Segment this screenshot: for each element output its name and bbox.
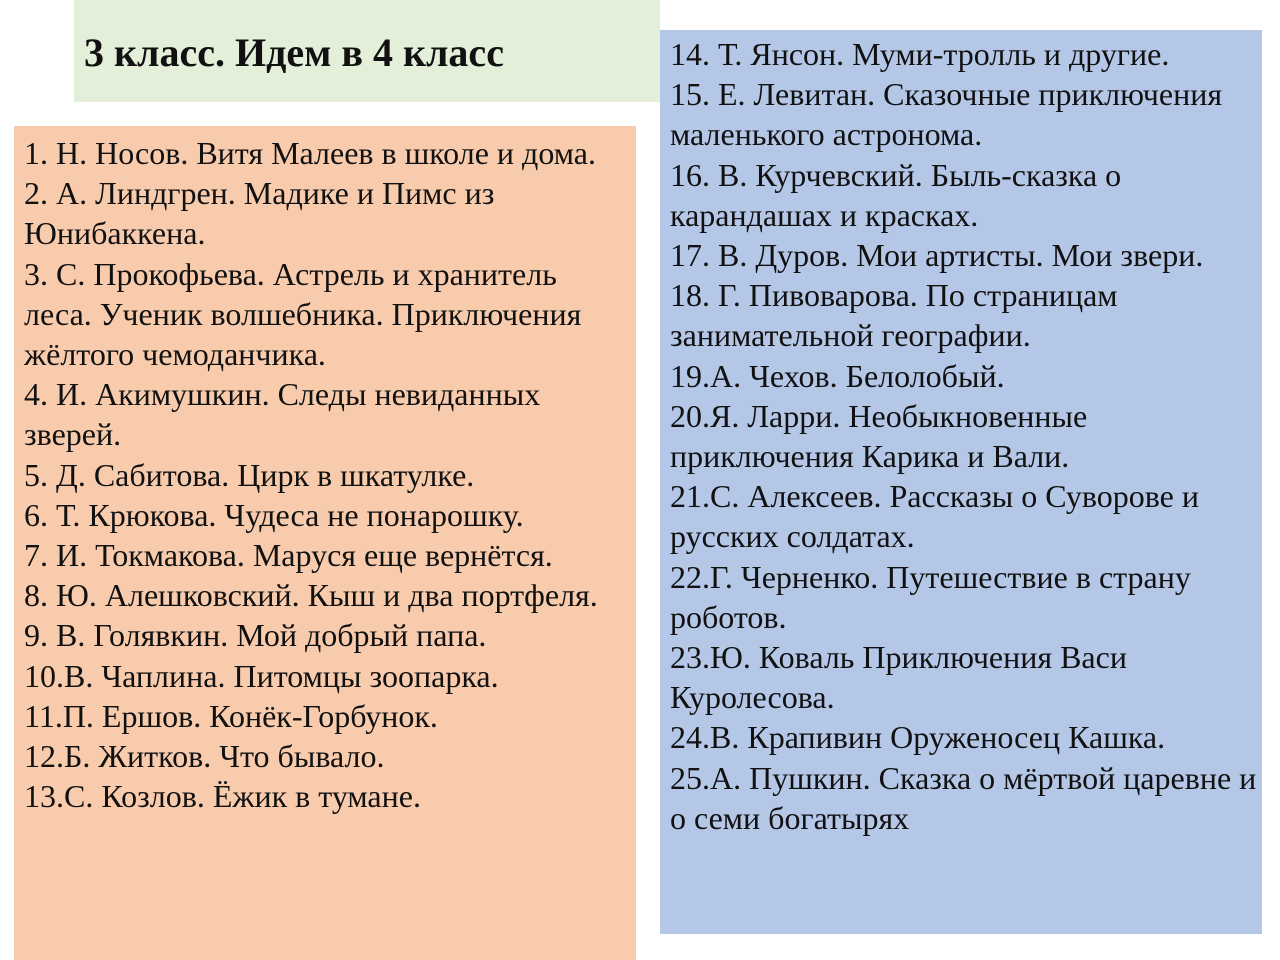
book-item: 19.А. Чехов. Белолобый. bbox=[670, 357, 1005, 394]
book-item: 18. Г. Пивоварова. По страницам занимательной географии. bbox=[670, 277, 1118, 354]
book-item: 1. Н. Носов. Витя Малеев в школе и дома. bbox=[24, 135, 596, 171]
title-box bbox=[74, 0, 660, 102]
book-item: 12.Б. Житков. Что бывало. bbox=[24, 738, 385, 775]
book-item: 2. А. Линдгрен. Мадике и Пимс из Юнибаккена. bbox=[24, 175, 495, 252]
book-item: 25.А. Пушкин. Сказка о мёртвой царевне и о семи богатырях bbox=[670, 759, 1257, 836]
book-item: 10.В. Чаплина. Питомцы зоопарка. bbox=[24, 657, 499, 694]
book-item: 7. И. Токмакова. Маруся еще вернётся. bbox=[24, 537, 553, 574]
book-item: 22.Г. Черненко. Путешествие в страну роботов. bbox=[670, 558, 1191, 635]
book-item: 21.С. Алексеев. Рассказы о Суворове и русских солдатах. bbox=[670, 478, 1199, 555]
left-book-list-box bbox=[14, 126, 636, 960]
book-item: 8. Ю. Алешковский. Кыш и два портфеля. bbox=[24, 577, 598, 614]
book-item: 9. В. Голявкин. Мой добрый папа. bbox=[24, 617, 487, 654]
book-item: 24.В. Крапивин Оруженосец Кашка. bbox=[670, 719, 1166, 756]
book-item: 15. Е. Левитан. Сказочные приключения маленького астронома. bbox=[670, 76, 1223, 153]
book-item: 5. Д. Сабитова. Цирк в шкатулке. bbox=[24, 456, 475, 493]
book-item: 11.П. Ершов. Конёк-Горбунок. bbox=[24, 697, 438, 734]
book-item: 3. С. Прокофьева. Астрель и хранитель леса. Ученик волшебника. Приключения жёлтого чемоданчика. bbox=[24, 255, 582, 373]
book-item: 23.Ю. Коваль Приключения Васи Куролесова. bbox=[670, 639, 1127, 716]
book-item: 6. Т. Крюкова. Чудеса не понарошку. bbox=[24, 496, 524, 533]
book-item: 16. В. Курчевский. Быль-сказка о карандашах и красках. bbox=[670, 156, 1122, 233]
left-book-list bbox=[24, 133, 630, 816]
right-book-list-box bbox=[660, 30, 1262, 934]
slide-title: 3 класс. Идем в 4 класс bbox=[84, 30, 504, 75]
book-item: 14. Т. Янсон. Муми-тролль и другие. bbox=[670, 36, 1170, 72]
book-item: 20.Я. Ларри. Необыкновенные приключения Карика и Вали. bbox=[670, 397, 1088, 475]
book-item: 13.С. Козлов. Ёжик в тумане. bbox=[24, 778, 421, 815]
right-book-list bbox=[670, 34, 1260, 838]
book-item: 17. В. Дуров. Мои артисты. Мои звери. bbox=[670, 237, 1204, 274]
book-item: 4. И. Акимушкин. Следы невиданных зверей. bbox=[24, 376, 541, 453]
